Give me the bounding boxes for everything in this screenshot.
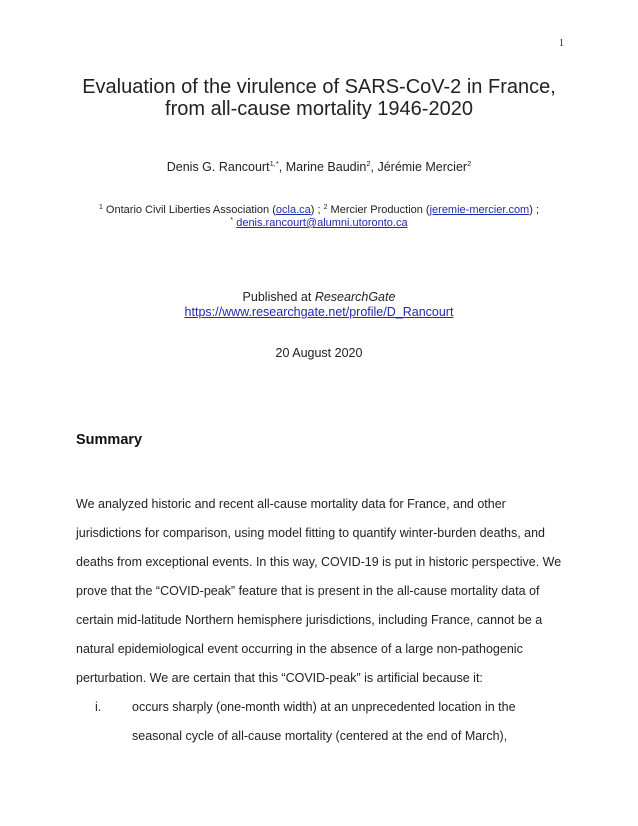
affiliation-text: Ontario Civil Liberties Association ( <box>102 204 276 216</box>
author-name: Denis G. Rancourt <box>166 160 270 174</box>
summary-body <box>76 490 596 751</box>
affiliation-marker: 2 <box>323 204 328 211</box>
title-line-1: Evaluation of the virulence of SARS-CoV-2 in France, <box>82 76 556 98</box>
publication-info <box>0 290 638 320</box>
list-item <box>76 693 596 751</box>
publication-date: 20 August 2020 <box>275 346 363 360</box>
affiliation-marker: 1 <box>98 204 103 211</box>
affiliation-punct: ) ; <box>310 204 324 216</box>
summary-heading: Summary <box>76 432 143 448</box>
list-item-line: occurs sharply (one-month width) at an unprecedented location in the <box>132 700 516 714</box>
affiliations <box>0 204 638 230</box>
body-line: natural epidemiological event occurring in the absence of a large non-pathogenic <box>76 642 523 656</box>
author-affiliation-marker: 2 <box>366 159 371 168</box>
page-number: 1 <box>559 38 564 49</box>
published-prefix: Published at <box>242 290 315 304</box>
author-affiliation-marker: 2 <box>467 159 472 168</box>
body-line: perturbation. We are certain that this “COVID-peak” is artificial because it: <box>76 671 483 685</box>
affiliation-punct: ) ; <box>529 204 540 216</box>
body-line: deaths from exceptional events. In this way, COVID-19 is put in historic perspective. We <box>76 555 562 569</box>
author-affiliation-marker: 1,* <box>269 159 279 168</box>
author-name: Jérémie Mercier <box>377 160 468 174</box>
mercier-production-link[interactable]: jeremie-mercier.com <box>429 204 530 216</box>
body-line: certain mid-latitude Northern hemisphere jurisdictions, including France, cannot be a <box>76 613 543 627</box>
author-separator: , <box>278 160 286 174</box>
paper-title <box>0 76 638 120</box>
title-line-2: from all-cause mortality 1946-2020 <box>165 98 473 120</box>
author-name: Marine Baudin <box>285 160 367 174</box>
list-marker: i. <box>95 700 102 714</box>
body-line: prove that the “COVID-peak” feature that is present in the all-cause mortality data of <box>76 584 540 598</box>
author-separator: , <box>370 160 378 174</box>
list-item-line: seasonal cycle of all-cause mortality (centered at the end of March), <box>132 729 508 743</box>
body-line: jurisdictions for comparison, using model fitting to quantify winter-burden deaths, and <box>76 526 546 540</box>
affiliation-text: Mercier Production ( <box>327 204 430 216</box>
email-link[interactable]: denis.rancourt@alumni.utoronto.ca <box>236 217 408 229</box>
corresponding-marker: * <box>230 217 234 224</box>
published-venue: ResearchGate <box>314 290 396 304</box>
author-list <box>0 160 638 174</box>
body-line: We analyzed historic and recent all-cause mortality data for France, and other <box>76 497 506 511</box>
researchgate-profile-link[interactable]: https://www.researchgate.net/profile/D_Rancourt <box>184 305 454 319</box>
ocla-link[interactable]: ocla.ca <box>275 204 311 216</box>
